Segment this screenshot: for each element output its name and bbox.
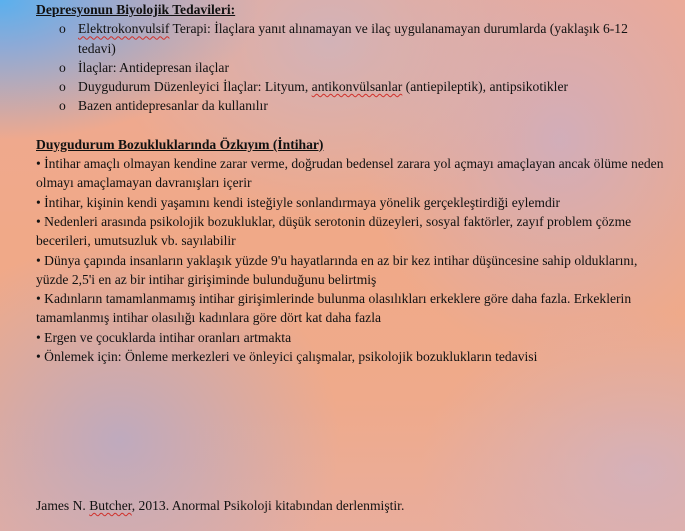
misspelled-term: Elektrokonvulsif [78,21,170,37]
citation-text: , 2013. Anormal Psikoloji kitabından derlenmiştir. [131,498,405,513]
treatment-list [36,19,664,115]
list-item [36,96,664,115]
source-citation [36,496,664,515]
list-item-text: Duygudurum Düzenleyici İlaçlar: Lityum, [78,79,312,95]
circle-bullet-icon: o [59,98,66,114]
list-item-text: (antiepileptik), antipsikotikler [402,79,569,95]
list-item: • İntihar, kişinin kendi yaşamını kendi isteğiyle sonlandırmaya yönelik gerçekleştirdiği eylemdir [36,194,561,210]
list-item [36,58,664,77]
list-item: • Önlemek için: Önleme merkezleri ve önleyici çalışmalar, psikolojik bozuklukların tedavisi [36,349,538,365]
list-item [36,77,664,96]
list-item-text: İlaçlar: Antidepresan ilaçlar [78,59,229,75]
list-item: • İntihar amaçlı olmayan kendine zarar verme, doğrudan bedensel zarara yol açmayı amaçlayan ancak ölüme neden olmayı amaçlamayan davranışları içerir [36,156,664,191]
paragraph-spacer [36,116,664,135]
list-item-text: Terapi: İlaçlara yanıt alınamayan ve ilaç uygulanamayan durumlarda (yaklaşık 6-12 tedavi) [78,21,628,56]
list-item [36,19,664,58]
list-item: • Kadınların tamamlanmamış intihar girişimlerinde bulunma olasılıkları erkeklere göre daha fazla. Erkeklerin tamamlanmış intihar olasılığı kadınlara göre dört kat daha fazla [36,291,632,326]
list-item: • Dünya çapında insanların yaklaşık yüzde 9'u hayatlarında en az bir kez intihar düşüncesine sahip olduklarını, yüzde 2,5'i en az bir intihar girişiminde bulunduğunu belirtmiş [36,252,638,287]
list-item-text: Bazen antidepresanlar da kullanılır [78,98,268,114]
section-heading-suicide: Duygudurum Bozukluklarında Özkıyım (İntihar) [36,136,324,152]
misspelled-term: antikonvülsanlar [311,79,403,95]
document-body [36,0,664,366]
circle-bullet-icon: o [59,79,66,95]
list-item: • Ergen ve çocuklarda intihar oranları artmakta [36,329,292,345]
list-item: • Nedenleri arasında psikolojik bozukluklar, düşük serotonin düzeyleri, sosyal faktörler, zayıf problem çözme becerileri, umutsuzluk vb. sayılabilir [36,213,632,249]
citation-author-first: James N. [36,498,90,513]
misspelled-term: Butcher [89,498,132,513]
circle-bullet-icon: o [59,21,66,37]
section-heading-biological-treatments: Depresyonun Biyolojik Tedavileri: [36,2,236,17]
suicide-facts-list [36,154,664,366]
circle-bullet-icon: o [59,59,66,75]
